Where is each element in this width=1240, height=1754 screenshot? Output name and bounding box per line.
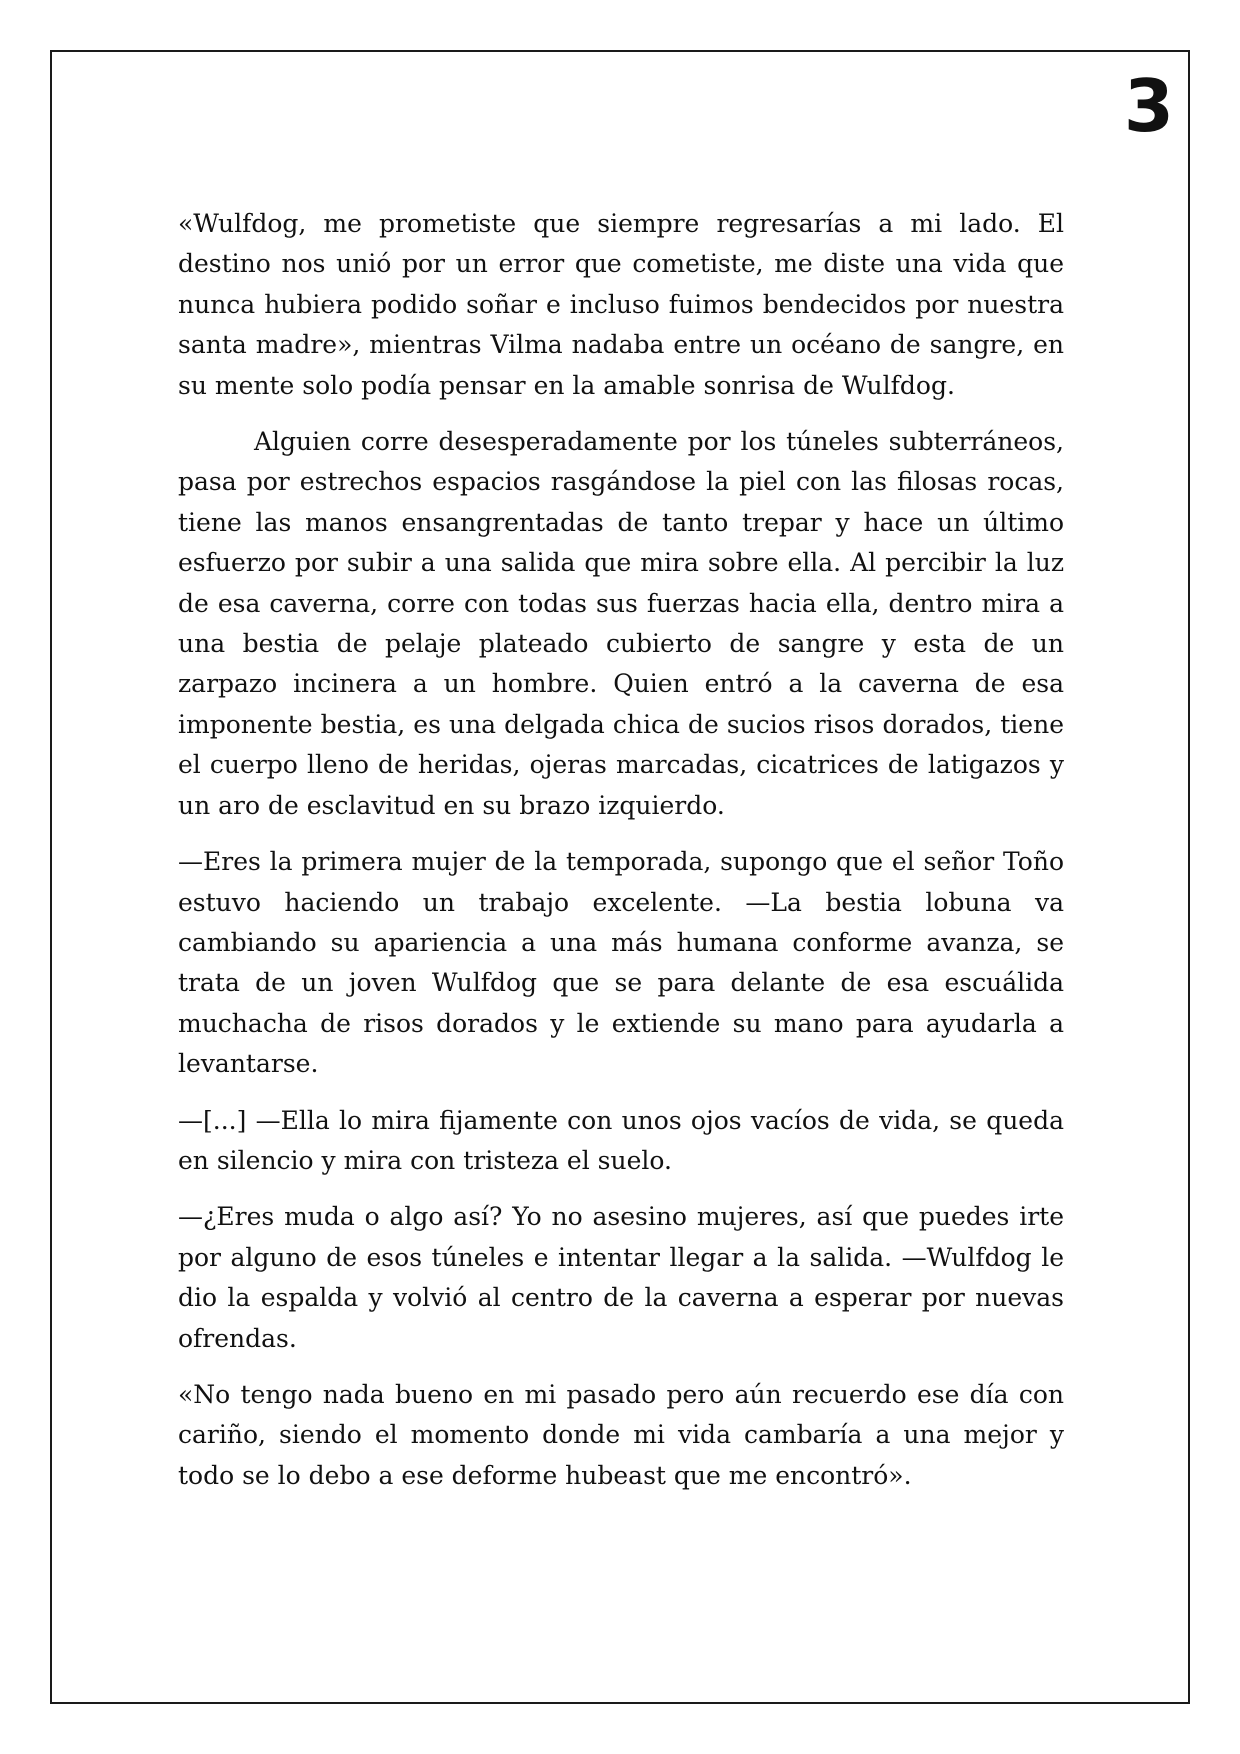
page-frame xyxy=(50,50,1190,1704)
paragraph-4: —[...] —Ella lo mira fijamente con unos ojos vacíos de vida, se queda en silencio y mira con tristeza el suelo. xyxy=(178,1105,1064,1175)
page-number: 3 xyxy=(1123,64,1174,148)
paragraph-5: —¿Eres muda o algo así? Yo no asesino mujeres, así que puedes irte por alguno de esos túneles e intentar llegar a la salida. —Wulfdog le dio la espalda y volvió al centro de la caverna a esperar por nuevas ofrendas. xyxy=(178,1202,1064,1353)
text-body xyxy=(178,204,1064,1512)
paragraph-1: «Wulfdog, me prometiste que siempre regresarías a mi lado. El destino nos unió por un error que cometiste, me diste una vida que nunca hubiera podido soñar e incluso fuimos bendecidos por nuestra santa madre», mientras Vilma nadaba entre un océano de sangre, en su mente solo podía pensar en la amable sonrisa de Wulfdog. xyxy=(178,209,1064,400)
paragraph-2: Alguien corre desesperadamente por los túneles subterráneos, pasa por estrechos espacios rasgándose la piel con las filosas rocas, tiene las manos ensangrentadas de tanto trepar y hace un último esfuerzo por subir a una salida que mira sobre ella. Al percibir la luz de esa caverna, corre con todas sus fuerzas hacia ella, dentro mira a una bestia de pelaje plateado cubierto de sangre y esta de un zarpazo incinera a un hombre. Quien entró a la caverna de esa imponente bestia, es una delgada chica de sucios risos dorados, tiene el cuerpo lleno de heridas, ojeras marcadas, cicatrices de latigazos y un aro de esclavitud en su brazo izquierdo. xyxy=(178,427,1064,820)
paragraph-3: —Eres la primera mujer de la temporada, supongo que el señor Toño estuvo haciendo un trabajo excelente. —La bestia lobuna va cambiando su apariencia a una más humana conforme avanza, se trata de un joven Wulfdog que se para delante de esa escuálida muchacha de risos dorados y le extiende su mano para ayudarla a levantarse. xyxy=(178,847,1064,1079)
paragraph-6: «No tengo nada bueno en mi pasado pero aún recuerdo ese día con cariño, siendo el momento donde mi vida cambaría a una mejor y todo se lo debo a ese deforme hubeast que me encontró». xyxy=(178,1379,1064,1490)
